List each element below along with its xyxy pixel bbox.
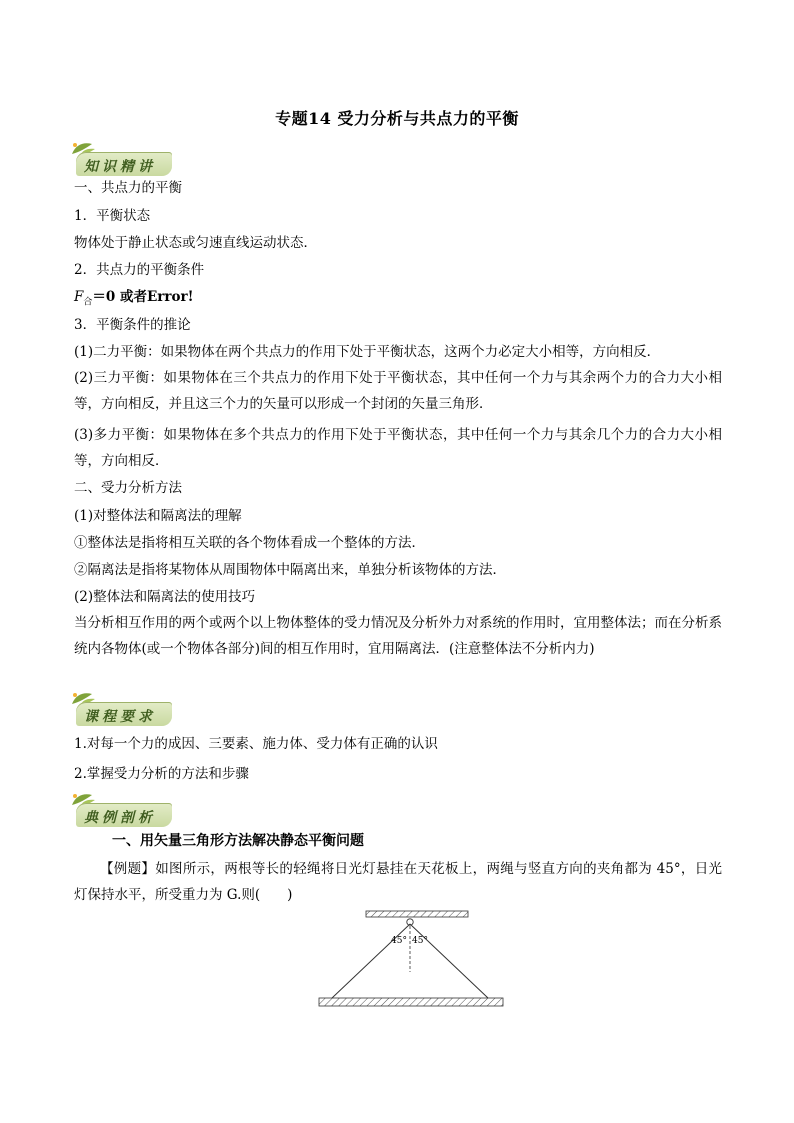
example-text: 如图所示，两根等长的轻绳将日光灯悬挂在天花板上，两绳与竖直方向的夹角都为 45°，日光灯保持水平，所受重力为 G.则( ) xyxy=(74,861,723,903)
angle-label-right: 45° xyxy=(412,936,428,946)
heading-analysis-method: 二、受力分析方法 xyxy=(74,480,182,496)
text-three-force: (2)三力平衡：如果物体在三个共点力的作用下处于平衡状态，其中任何一个力与其余两个力的合力大小相等，方向相反，并且这三个力的矢量可以形成一个封闭的矢量三角形． xyxy=(74,370,722,412)
lamp-tube xyxy=(319,998,503,1006)
example-subtitle: 一、用矢量三角形方法解决静态平衡问题 xyxy=(112,833,364,849)
text-whole-method: ①整体法是指将相互关联的各个物体看成一个整体的方法． xyxy=(74,535,425,551)
heading-equilibrium: 一、共点力的平衡 xyxy=(74,180,182,196)
heading-balance-state: 1．平衡状态 xyxy=(74,208,151,224)
formula-subscript: 合 xyxy=(83,297,93,308)
badge-label: 典例剖析 xyxy=(84,810,156,826)
heading-whole-isolation: (1)对整体法和隔离法的理解 xyxy=(74,508,242,524)
heading-usage-tips: (2)整体法和隔离法的使用技巧 xyxy=(74,589,256,605)
text-isolation-method: ②隔离法是指将某物体从周围物体中隔离出来，单独分析该物体的方法． xyxy=(74,562,506,578)
heading-balance-condition: 2．共点力的平衡条件 xyxy=(74,262,205,278)
formula-symbol: F xyxy=(74,289,84,305)
formula-balance xyxy=(74,287,194,313)
lamp-diagram xyxy=(316,908,506,1018)
heading-inference: 3．平衡条件的推论 xyxy=(74,317,191,333)
text-two-force: (1)二力平衡：如果物体在两个共点力的作用下处于平衡状态，这两个力必定大小相等，方向相反． xyxy=(74,344,661,360)
formula-rest: ＝0 或者Error! xyxy=(92,289,194,305)
ceiling xyxy=(366,911,468,917)
section-badge-requirements xyxy=(70,696,174,726)
requirement-item-2: 2.掌握受力分析的方法和步骤 xyxy=(74,766,249,782)
badge-label: 课程要求 xyxy=(84,709,156,725)
text-usage-tips: 当分析相互作用的两个或两个以上物体整体的受力情况及分析外力对系统的作用时，宜用整体法；而在分析系统内各物体(或一个物体各部分)间的相互作用时，宜用隔离法．(注意整体法不分析内力) xyxy=(74,615,722,657)
angle-label-left: 45° xyxy=(391,936,407,946)
example-tag: 【例题】 xyxy=(100,861,156,877)
section-badge-knowledge xyxy=(70,146,174,176)
page-title: 专题14 受力分析与共点力的平衡 xyxy=(275,109,519,128)
example-question xyxy=(74,856,722,908)
text-multi-force: (3)多力平衡：如果物体在多个共点力的作用下处于平衡状态，其中任何一个力与其余几个力的合力大小相等，方向相反． xyxy=(74,427,722,469)
requirement-item-1: 1.对每一个力的成因、三要素、施力体、受力体有正确的认识 xyxy=(74,736,438,752)
text-balance-state: 物体处于静止状态或匀速直线运动状态． xyxy=(74,235,317,251)
badge-label: 知识精讲 xyxy=(84,159,156,175)
section-badge-examples xyxy=(70,797,174,827)
